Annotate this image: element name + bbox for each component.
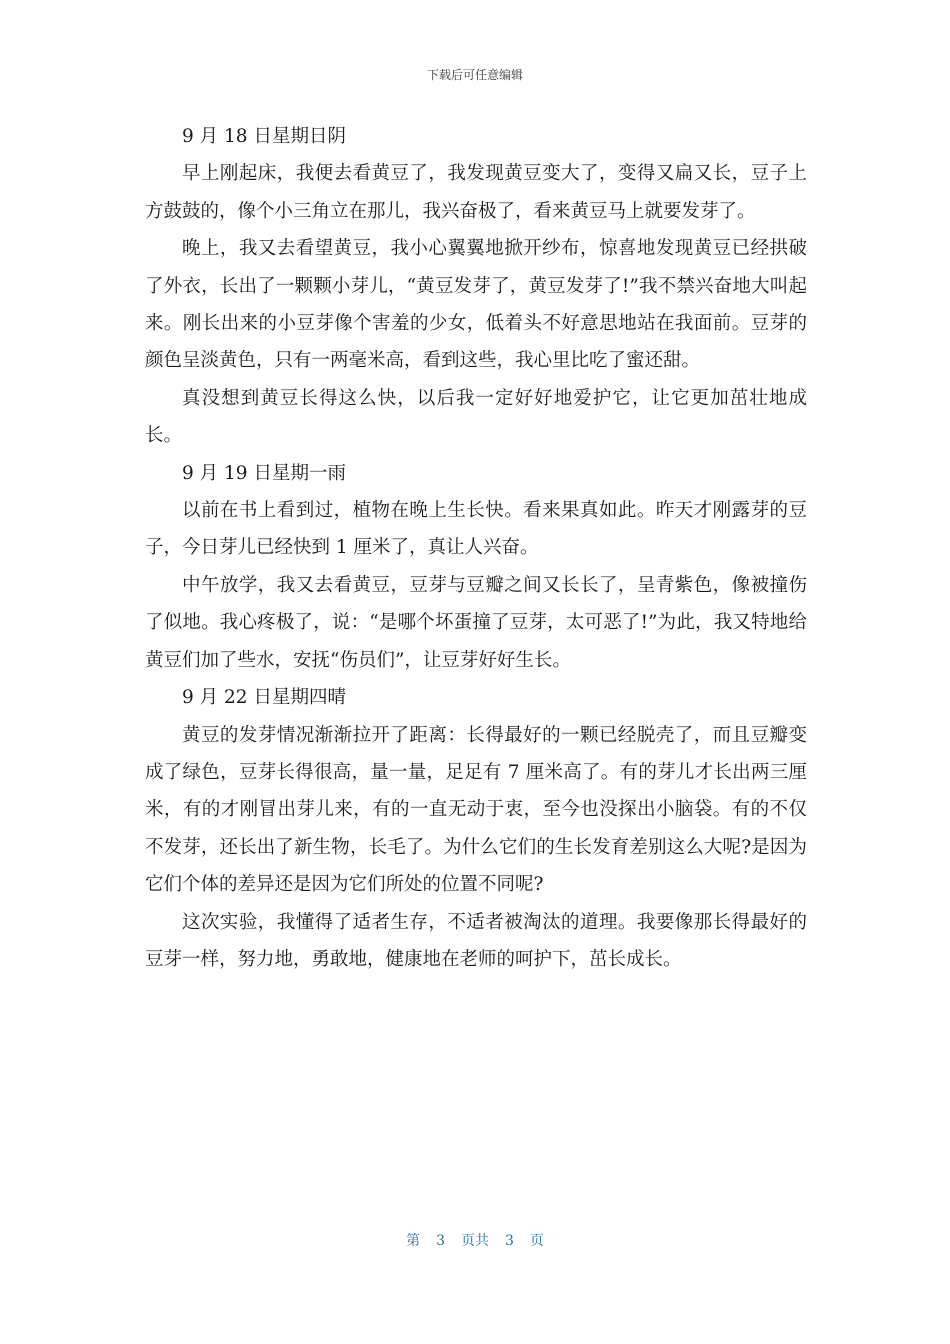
paragraph: 这次实验，我懂得了适者生存，不适者被淘汰的道理。我要像那长得最好的豆芽一样，努力地，勇敢地，健康地在老师的呵护下，茁长成长。 — [145, 911, 807, 970]
footer-total-pages: 3 — [505, 1233, 514, 1249]
page-footer — [0, 1230, 950, 1250]
footer-suffix: 页 — [529, 1233, 544, 1249]
paragraph: 以前在书上看到过，植物在晚上生长快。看来果真如此。昨天才刚露芽的豆子，今日芽儿已经快到 1 厘米了，真让人兴奋。 — [145, 500, 807, 559]
footer-prefix: 第 — [406, 1233, 421, 1249]
diary-date-0922: 9 月 22 日星期四晴 — [182, 687, 346, 709]
paragraph: 早上刚起床，我便去看黄豆了，我发现黄豆变大了，变得又扁又长，豆子上方鼓鼓的，像个小三角立在那儿，我兴奋极了，看来黄豆马上就要发芽了。 — [145, 163, 807, 222]
diary-date-0918: 9 月 18 日星期日阴 — [182, 126, 346, 147]
diary-date-0919: 9 月 19 日星期一雨 — [182, 462, 346, 484]
paragraph: 真没想到黄豆长得这么快，以后我一定好好地爱护它，让它更加茁壮地成长。 — [145, 387, 807, 447]
paragraph: 中午放学，我又去看黄豆，豆芽与豆瓣之间又长长了，呈青紫色，像被撞伤了似地。我心疼极了，说：“是哪个坏蛋撞了豆芽，太可恶了!”为此，我又特地给黄豆们加了些水，安抚“伤员们”，让豆芽好好生长。 — [145, 574, 807, 671]
footer-current-page: 3 — [436, 1233, 445, 1249]
page-header: 下载后可任意编辑 — [426, 68, 523, 82]
paragraph: 黄豆的发芽情况渐渐拉开了距离：长得最好的一颗已经脱壳了，而且豆瓣变成了绿色，豆芽长得很高，量一量，足足有 7 厘米高了。有的芽儿才长出两三厘米，有的才刚冒出芽儿来，有的一直无动于衷，至今也没探出小脑袋。有的不仅不发芽，还长出了新生物，长毛了。为什么它们的生长发育差别这么大呢?是因为它们个体的差异还是因为它们所处的位置不同呢? — [145, 724, 807, 896]
document-body — [145, 118, 807, 978]
footer-middle: 页共 — [461, 1233, 489, 1249]
paragraph: 晚上，我又去看望黄豆，我小心翼翼地掀开纱布，惊喜地发现黄豆已经拱破了外衣，长出了一颗颗小芽儿，“黄豆发芽了，黄豆发芽了!”我不禁兴奋地大叫起来。刚长出来的小豆芽像个害羞的少女，低着头不好意思地站在我面前。豆芽的颜色呈淡黄色，只有一两毫米高，看到这些，我心里比吃了蜜还甜。 — [145, 238, 807, 372]
